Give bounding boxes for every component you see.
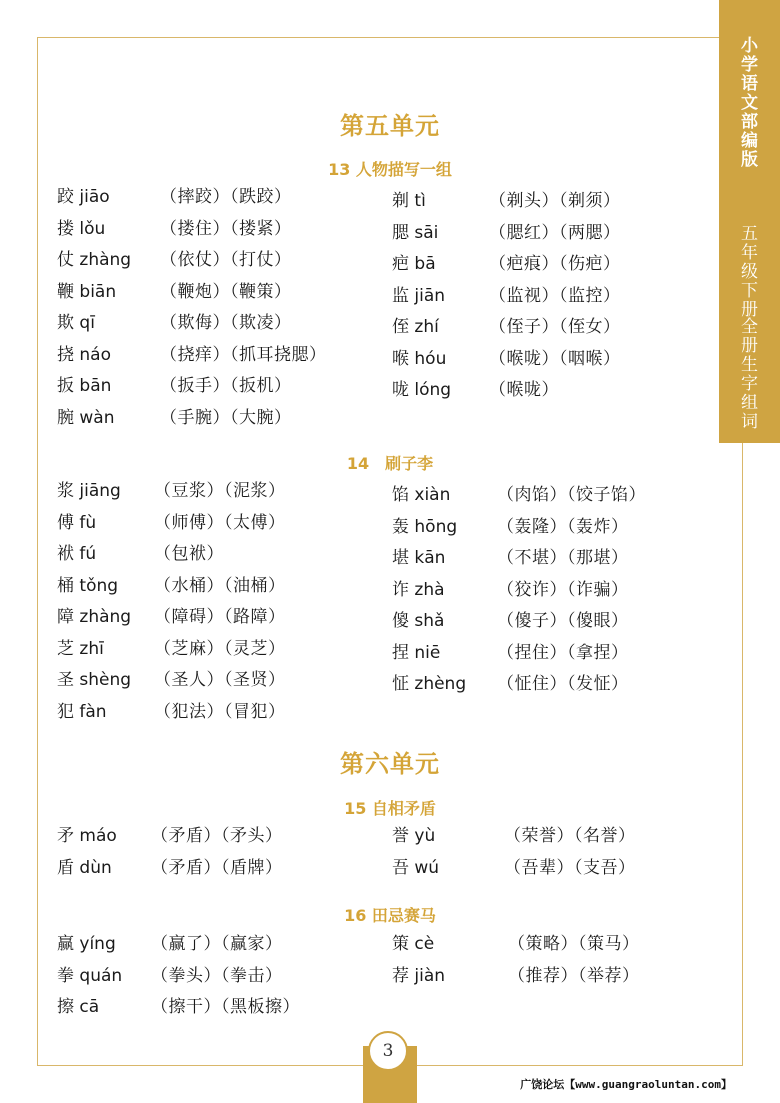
character-pinyin: 腮 sāi xyxy=(392,222,439,243)
vocab-row xyxy=(57,995,387,1019)
character-pinyin: 圣 shèng xyxy=(57,670,132,690)
word-examples: （荣誉）（名誉） xyxy=(504,826,636,846)
vocab-row xyxy=(392,483,722,507)
vocab-row xyxy=(57,311,387,335)
vocab-row xyxy=(57,185,387,209)
character-pinyin: 挠 náo xyxy=(57,344,111,365)
character-pinyin: 傅 fù xyxy=(57,512,97,533)
vocab-row xyxy=(392,252,722,276)
side-tab xyxy=(719,0,780,443)
word-examples: （矛盾）（盾牌） xyxy=(151,857,283,878)
vocab-row xyxy=(57,280,387,304)
word-examples: （芝麻）（灵芝） xyxy=(154,638,286,659)
word-examples: （狡诈）（诈骗） xyxy=(497,579,629,600)
character-pinyin: 浆 jiāng xyxy=(57,481,121,501)
word-examples: （捏住）（拿捏） xyxy=(497,642,629,663)
vocab-row xyxy=(392,284,722,308)
vocab-row xyxy=(57,605,387,629)
vocab-row xyxy=(57,824,387,848)
character-pinyin: 赢 yíng xyxy=(57,934,116,954)
vocab-row xyxy=(392,609,722,633)
word-examples: （赢了）（赢家） xyxy=(151,934,283,954)
unit-title: 第六单元 xyxy=(340,750,440,778)
vocab-row xyxy=(57,542,387,566)
character-pinyin: 怔 zhèng xyxy=(392,674,467,694)
character-pinyin: 腕 wàn xyxy=(57,407,115,428)
character-pinyin: 堪 kān xyxy=(392,548,446,568)
lesson-title: 13 人物描写一组 xyxy=(328,160,452,179)
footer-source: 广饶论坛【www.guangraoluntan.com】 xyxy=(520,1078,732,1091)
unit-title: 第五单元 xyxy=(340,112,440,140)
word-examples: （吾辈）（支吾） xyxy=(504,857,636,878)
character-pinyin: 诈 zhà xyxy=(392,579,445,600)
vocab-row xyxy=(392,641,722,665)
character-pinyin: 搂 lǒu xyxy=(57,218,106,239)
vocab-row xyxy=(392,672,722,696)
character-pinyin: 捏 niē xyxy=(392,642,441,663)
side-tab-title: 小学语文部编版 xyxy=(741,36,758,170)
vocab-row xyxy=(392,221,722,245)
character-pinyin: 跤 jiāo xyxy=(57,187,110,207)
character-pinyin: 馅 xiàn xyxy=(392,485,451,505)
vocab-row xyxy=(57,217,387,241)
character-pinyin: 轰 hōng xyxy=(392,516,458,537)
character-pinyin: 剃 tì xyxy=(392,191,426,211)
word-examples: （挠痒）（抓耳挠腮） xyxy=(160,344,327,365)
word-examples: （推荐）（举荐） xyxy=(508,965,640,986)
character-pinyin: 欺 qī xyxy=(57,313,95,333)
vocab-row xyxy=(392,578,722,602)
character-pinyin: 荐 jiàn xyxy=(392,965,446,986)
word-examples: （轰隆）（轰炸） xyxy=(497,516,629,537)
vocab-row xyxy=(392,315,722,339)
word-examples: （扳手）（扳机） xyxy=(160,376,292,396)
character-pinyin: 疤 bā xyxy=(392,254,436,274)
word-examples: （矛盾）（矛头） xyxy=(151,826,283,846)
word-examples: （鞭炮）（鞭策） xyxy=(160,281,292,302)
word-examples: （犯法）（冒犯） xyxy=(154,701,286,722)
vocab-row xyxy=(57,343,387,367)
word-examples: （肉馅）（饺子馅） xyxy=(497,485,646,505)
character-pinyin: 桶 tǒng xyxy=(57,575,119,596)
vocab-row xyxy=(57,374,387,398)
lesson-title: 16 田忌赛马 xyxy=(344,906,436,925)
word-examples: （欺侮）（欺凌） xyxy=(160,313,292,333)
vocab-row xyxy=(392,964,722,988)
word-examples: （傻子）（傻眼） xyxy=(497,611,629,631)
word-examples: （喉咙） xyxy=(489,380,559,400)
word-examples: （师傅）（太傅） xyxy=(154,512,286,533)
vocab-row xyxy=(57,511,387,535)
character-pinyin: 侄 zhí xyxy=(392,317,439,337)
word-examples: （圣人）（圣贤） xyxy=(154,670,286,690)
vocab-row xyxy=(392,378,722,402)
character-pinyin: 扳 bān xyxy=(57,376,112,396)
character-pinyin: 芝 zhī xyxy=(57,638,104,659)
side-tab-grade: 五年级下册 xyxy=(741,224,758,320)
vocab-row xyxy=(392,824,722,848)
word-examples: （包袱） xyxy=(154,544,224,564)
word-examples: （策略）（策马） xyxy=(508,934,640,954)
vocab-row xyxy=(57,248,387,272)
vocab-row xyxy=(57,668,387,692)
word-examples: （不堪）（那堪） xyxy=(497,548,629,568)
character-pinyin: 誉 yù xyxy=(392,826,436,846)
word-examples: （依仗）（打仗） xyxy=(160,250,292,270)
word-examples: （擦干）（黑板擦） xyxy=(151,997,300,1017)
word-examples: （腮红）（两腮） xyxy=(489,222,621,243)
character-pinyin: 喉 hóu xyxy=(392,348,447,369)
side-tab-subtitle: 全册生字组词 xyxy=(741,317,758,432)
character-pinyin: 策 cè xyxy=(392,934,435,954)
word-examples: （摔跤）（跌跤） xyxy=(160,187,292,207)
vocab-row xyxy=(392,546,722,570)
vocab-row xyxy=(57,406,387,430)
character-pinyin: 鞭 biān xyxy=(57,281,117,302)
word-examples: （疤痕）（伤疤） xyxy=(489,254,621,274)
word-examples: （侄子）（侄女） xyxy=(489,317,621,337)
vocab-row xyxy=(392,189,722,213)
word-examples: （拳头）（拳击） xyxy=(151,965,283,986)
vocab-row xyxy=(57,637,387,661)
character-pinyin: 袱 fú xyxy=(57,544,97,564)
character-pinyin: 傻 shǎ xyxy=(392,611,445,631)
vocab-row xyxy=(57,964,387,988)
character-pinyin: 犯 fàn xyxy=(57,701,107,722)
character-pinyin: 仗 zhàng xyxy=(57,250,132,270)
word-examples: （水桶）（油桶） xyxy=(154,575,286,596)
word-examples: （手腕）（大腕） xyxy=(160,407,292,428)
vocab-row xyxy=(57,574,387,598)
lesson-title: 15 自相矛盾 xyxy=(344,799,436,818)
page-number: 3 xyxy=(368,1031,408,1071)
character-pinyin: 矛 máo xyxy=(57,826,117,846)
character-pinyin: 擦 cā xyxy=(57,997,100,1017)
vocab-row xyxy=(57,479,387,503)
vocab-row xyxy=(57,856,387,880)
vocab-row xyxy=(57,700,387,724)
word-examples: （豆浆）（泥浆） xyxy=(154,481,286,501)
vocab-row xyxy=(392,515,722,539)
vocab-row xyxy=(392,932,722,956)
word-examples: （怔住）（发怔） xyxy=(497,674,629,694)
character-pinyin: 障 zhàng xyxy=(57,607,132,627)
character-pinyin: 盾 dùn xyxy=(57,857,112,878)
word-examples: （障碍）（路障） xyxy=(154,607,286,627)
vocab-row xyxy=(392,347,722,371)
word-examples: （喉咙）（咽喉） xyxy=(489,348,621,369)
character-pinyin: 吾 wú xyxy=(392,857,440,878)
character-pinyin: 监 jiān xyxy=(392,285,446,306)
vocab-row xyxy=(392,856,722,880)
vocab-row xyxy=(57,932,387,956)
lesson-title: 14 刷子李 xyxy=(346,454,434,473)
character-pinyin: 拳 quán xyxy=(57,965,123,986)
word-examples: （监视）（监控） xyxy=(489,285,621,306)
character-pinyin: 咙 lóng xyxy=(392,380,452,400)
word-examples: （搂住）（搂紧） xyxy=(160,218,292,239)
word-examples: （剃头）（剃须） xyxy=(489,191,621,211)
